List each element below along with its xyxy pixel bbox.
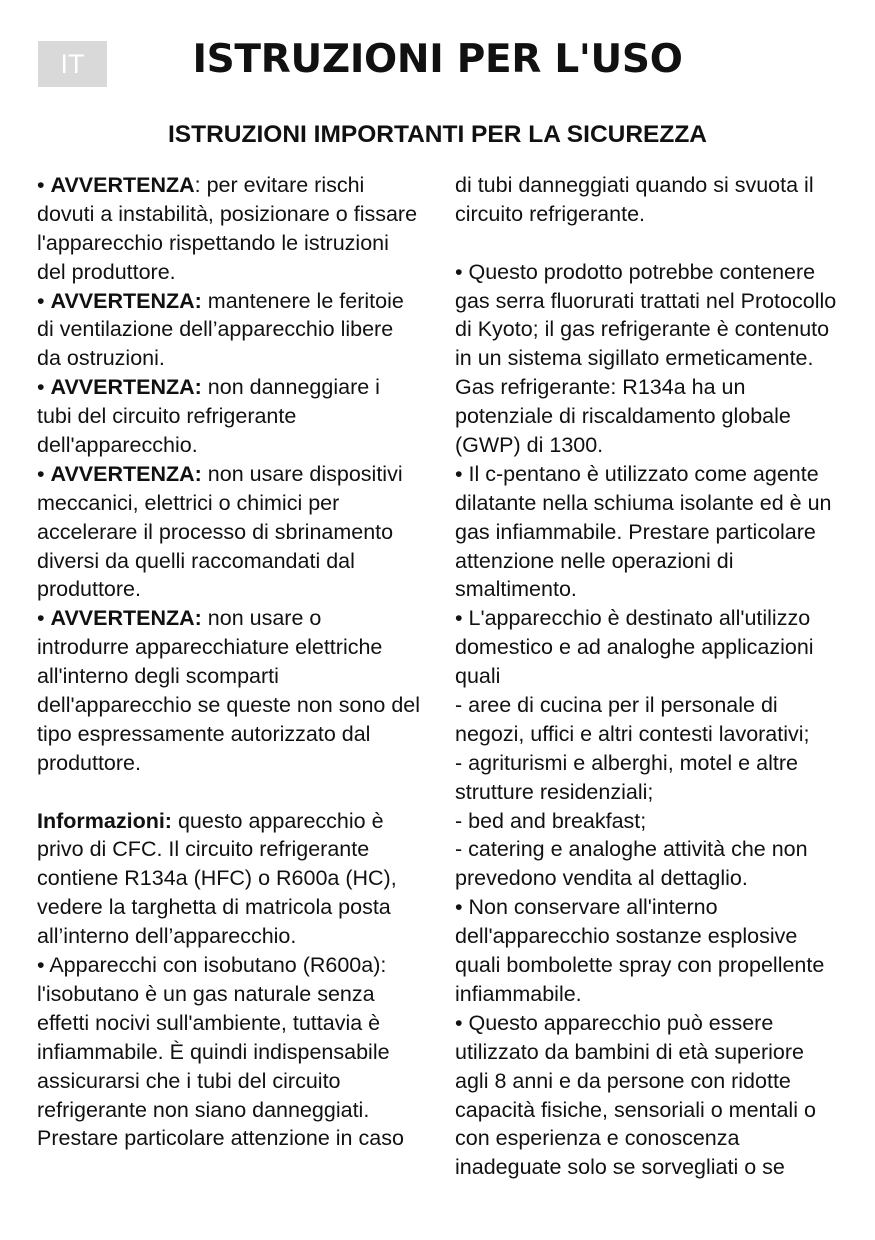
- warning-label: AVVERTENZA:: [50, 288, 202, 313]
- right-text-line: • Questo apparecchio può essere: [455, 1010, 774, 1035]
- left-text-line: meccanici, elettrici o chimici per: [37, 490, 340, 515]
- right-text-line: smaltimento.: [455, 577, 577, 602]
- left-text-line: l'apparecchio rispettando le istruzioni: [37, 230, 389, 255]
- right-text-line: circuito refrigerante.: [455, 201, 645, 226]
- warning-label: AVVERTENZA:: [50, 375, 202, 400]
- left-text-line: di ventilazione dell’apparecchio libere: [37, 317, 394, 342]
- bullet-marker: •: [37, 173, 51, 197]
- left-text-line: all’interno dell’apparecchio.: [37, 924, 297, 949]
- left-text-line: [37, 778, 442, 807]
- line-text: non usare dispositivi: [201, 461, 403, 486]
- line-text: non danneggiare i: [201, 375, 380, 400]
- right-text-line: potenziale di riscaldamento globale: [455, 404, 791, 429]
- left-text-line: [37, 373, 442, 402]
- left-text-line: produttore.: [37, 750, 141, 775]
- right-text-line: Gas refrigerante: R134a ha un: [455, 375, 746, 400]
- right-text-line: in un sistema sigillato ermeticamente.: [455, 346, 814, 371]
- right-text-line: infiammabile.: [455, 981, 582, 1006]
- right-text-line: - catering e analoghe attività che non: [455, 837, 808, 862]
- left-text-line: introdurre apparecchiature elettriche: [37, 635, 383, 660]
- left-text-line: tipo espressamente autorizzato dal: [37, 721, 371, 746]
- right-text-line: di tubi danneggiati quando si svuota il: [455, 173, 814, 197]
- warning-label: Informazioni:: [37, 808, 172, 833]
- language-badge: IT: [38, 41, 107, 87]
- line-text: : per evitare rischi: [194, 173, 365, 197]
- right-text-line: agli 8 anni e da persone con ridotte: [455, 1068, 791, 1093]
- right-text-line: inadeguate solo se sorvegliati o se: [455, 1155, 785, 1180]
- left-text-line: del produttore.: [37, 259, 176, 284]
- bullet-marker: •: [37, 606, 51, 631]
- right-text-line: dilatante nella schiuma isolante ed è un: [455, 490, 832, 515]
- right-text-line: domestico e ad analoghe applicazioni: [455, 635, 814, 660]
- right-text-line: - bed and breakfast;: [455, 808, 647, 833]
- left-text-line: privo di CFC. Il circuito refrigerante: [37, 837, 370, 862]
- left-text-line: [37, 171, 442, 200]
- right-text-line: strutture residenziali;: [455, 779, 654, 804]
- right-text-line: utilizzato da bambini di età superiore: [455, 1039, 804, 1064]
- left-text-line: dell'apparecchio.: [37, 433, 198, 458]
- left-text-line: accelerare il processo di sbrinamento: [37, 519, 394, 544]
- left-text-line: assicurarsi che i tubi del circuito: [37, 1068, 341, 1093]
- left-text-line: Prestare particolare attenzione in caso: [37, 1126, 404, 1151]
- left-text-line: tubi del circuito refrigerante: [37, 404, 297, 429]
- left-text-line: effetti nocivi sull'ambiente, tuttavia è: [37, 1010, 381, 1035]
- left-text-column: [37, 171, 442, 1153]
- bullet-marker: •: [37, 375, 51, 400]
- bullet-marker: •: [37, 461, 51, 486]
- right-text-line: - aree di cucina per il personale di: [455, 693, 778, 718]
- line-text: mantenere le feritoie: [201, 288, 404, 313]
- right-text-line: • Questo prodotto potrebbe contenere: [455, 259, 816, 284]
- right-text-line: negozi, uffici e altri contesti lavorativi;: [455, 721, 810, 746]
- line-text: non usare o: [201, 606, 322, 631]
- left-text-line: refrigerante non siano danneggiati.: [37, 1097, 370, 1122]
- left-text-line: dovuti a instabilità, posizionare o fissare: [37, 201, 418, 226]
- right-text-line: con esperienza e conoscenza: [455, 1126, 740, 1151]
- left-text-line: da ostruzioni.: [37, 346, 165, 371]
- right-text-line: (GWP) di 1300.: [455, 433, 604, 458]
- page-title-text: ISTRUZIONI PER L'USO: [192, 37, 683, 82]
- line-text: questo apparecchio è: [171, 808, 384, 833]
- left-text-line: all'interno degli scomparti: [37, 664, 279, 689]
- right-text-column: [455, 171, 865, 1182]
- left-text-line: dell'apparecchio se queste non sono del: [37, 693, 421, 718]
- left-text-line: contiene R134a (HFC) o R600a (HC),: [37, 866, 397, 891]
- left-text-line: infiammabile. È quindi indispensabile: [37, 1039, 390, 1064]
- right-text-line: di Kyoto; il gas refrigerante è contenuto: [455, 317, 830, 342]
- left-text-line: diversi da quelli raccomandati dal: [37, 548, 355, 573]
- right-text-line: • Non conservare all'interno: [455, 895, 718, 920]
- right-text-line: quali bombolette spray con propellente: [455, 953, 825, 978]
- bullet-marker: •: [37, 288, 51, 313]
- left-text-line: [37, 807, 442, 836]
- right-text-line: gas serra fluorurati trattati nel Protocollo: [455, 288, 837, 313]
- right-text-line: • L'apparecchio è destinato all'utilizzo: [455, 606, 811, 631]
- right-text-line: capacità fisiche, sensoriali o mentali o: [455, 1097, 816, 1122]
- right-text-line: • Il c-pentano è utilizzato come agente: [455, 461, 819, 486]
- right-text-line: [455, 229, 865, 258]
- left-text-line: • Apparecchi con isobutano (R600a):: [37, 953, 387, 978]
- right-text-line: prevedono vendita al dettaglio.: [455, 866, 748, 891]
- left-text-line: produttore.: [37, 577, 141, 602]
- right-text-line: - agriturismi e alberghi, motel e altre: [455, 750, 798, 775]
- right-text-line: dell'apparecchio sostanze esplosive: [455, 924, 798, 949]
- right-text-line: gas infiammabile. Prestare particolare: [455, 519, 816, 544]
- left-text-line: vedere la targhetta di matricola posta: [37, 895, 391, 920]
- warning-label: AVVERTENZA:: [50, 606, 202, 631]
- warning-label: AVVERTENZA: [50, 173, 195, 197]
- left-text-line: [37, 287, 442, 316]
- warning-label: AVVERTENZA:: [50, 461, 202, 486]
- left-text-line: [37, 460, 442, 489]
- right-text-line: attenzione nelle operazioni di: [455, 548, 734, 573]
- page-title: [0, 34, 875, 86]
- left-text-line: [37, 604, 442, 633]
- section-subtitle: ISTRUZIONI IMPORTANTI PER LA SICUREZZA: [168, 121, 707, 148]
- right-text-line: quali: [455, 664, 501, 689]
- left-text-line: l'isobutano è un gas naturale senza: [37, 981, 375, 1006]
